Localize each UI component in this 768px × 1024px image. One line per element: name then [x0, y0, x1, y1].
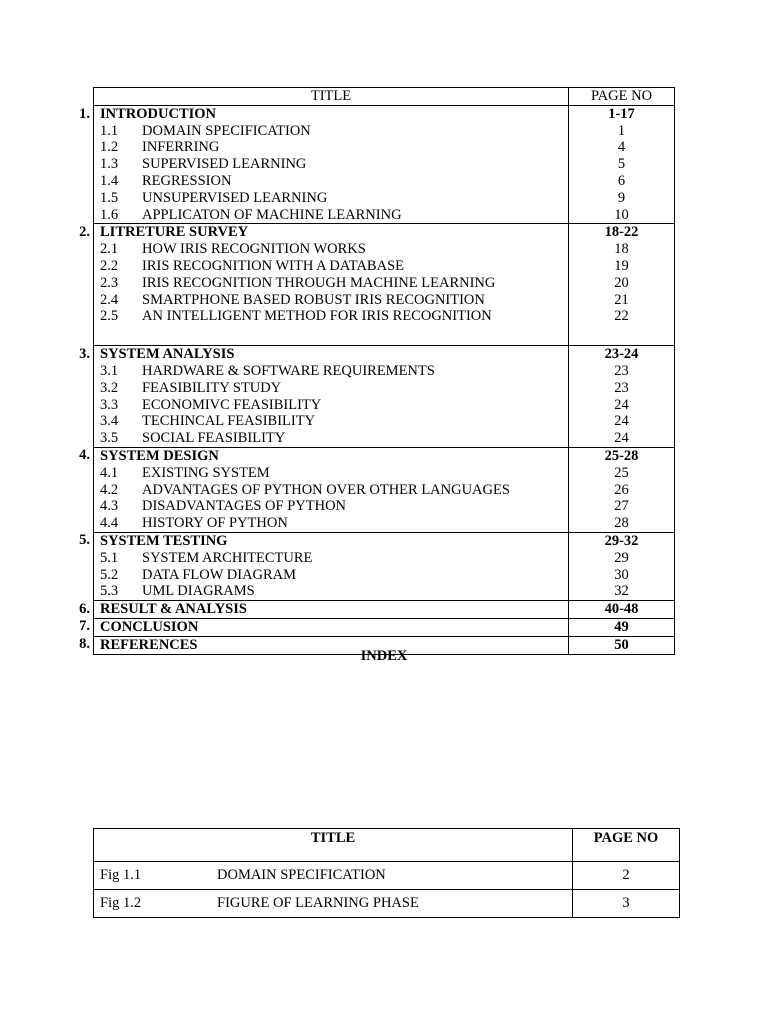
toc-section-number: 3. — [79, 345, 90, 362]
toc-section-title: SYSTEM ANALYSIS — [94, 346, 569, 363]
toc-item-row — [93, 139, 675, 156]
toc-item-title: SMARTPHONE BASED ROBUST IRIS RECOGNITION — [142, 291, 485, 308]
toc-item-title: HOW IRIS RECOGNITION WORKS — [142, 241, 366, 258]
toc-item-page: 20 — [569, 275, 675, 292]
toc-item-gutter — [93, 123, 94, 140]
toc-section-number: 1. — [79, 105, 90, 122]
toc-section-number-cell — [79, 600, 94, 619]
toc-item-title: UNSUPERVISED LEARNING — [142, 189, 328, 206]
figure-number: Fig 1.2 — [100, 895, 142, 911]
toc-item-page: 23 — [569, 380, 675, 397]
toc-section-row — [93, 105, 675, 122]
figures-header-title: TITLE — [94, 829, 573, 862]
toc-section-row — [93, 346, 675, 363]
toc-section-title: SYSTEM TESTING — [94, 532, 569, 549]
toc-item-number: 1.2 — [100, 139, 119, 156]
toc-item-number: 5.2 — [100, 566, 119, 583]
toc-item-gutter — [93, 308, 94, 325]
toc-item-title: ADVANTAGES OF PYTHON OVER OTHER LANGUAGES — [142, 481, 510, 498]
toc-item-page: 28 — [569, 515, 675, 532]
toc-spacer-row — [93, 325, 675, 346]
toc-item-page: 26 — [569, 482, 675, 499]
figure-number: Fig 1.1 — [100, 867, 142, 883]
toc-item-title: UML DIAGRAMS — [142, 583, 255, 600]
figure-row — [94, 890, 680, 918]
toc-item-gutter — [93, 583, 94, 600]
toc-item-number: 2.3 — [100, 274, 119, 291]
toc-item-gutter — [93, 292, 94, 309]
toc-item-number: 4.2 — [100, 481, 119, 498]
toc-header-page: PAGE NO — [569, 88, 675, 106]
toc-item-page: 6 — [569, 173, 675, 190]
toc-item-title: DISADVANTAGES OF PYTHON — [142, 498, 347, 515]
toc-item-page: 21 — [569, 292, 675, 309]
toc-section-title: SYSTEM DESIGN — [94, 447, 569, 464]
toc-item-row — [93, 583, 675, 600]
figures-header-page: PAGE NO — [573, 829, 680, 862]
toc-item-title: TECHINCAL FEASIBILITY — [142, 413, 316, 430]
toc-item-title: IRIS RECOGNITION THROUGH MACHINE LEARNING — [142, 274, 496, 291]
toc-item-page: 4 — [569, 139, 675, 156]
toc-item-page: 1 — [569, 123, 675, 140]
toc-item-number: 1.1 — [100, 122, 119, 139]
toc-section-pages: 1-17 — [569, 105, 675, 122]
toc-item-cell — [94, 207, 569, 224]
toc-item-number: 2.1 — [100, 241, 119, 258]
toc-item-page: 27 — [569, 498, 675, 515]
toc-item-page: 30 — [569, 567, 675, 584]
toc-item-gutter — [93, 241, 94, 258]
table-of-contents — [79, 87, 675, 655]
toc-item-cell — [94, 241, 569, 258]
toc-item-page: 32 — [569, 583, 675, 600]
toc-item-number: 3.4 — [100, 413, 119, 430]
toc-item-page: 23 — [569, 363, 675, 380]
toc-item-title: EXISTING SYSTEM — [142, 464, 270, 481]
toc-section-title: CONCLUSION — [94, 618, 569, 636]
toc-item-cell — [94, 123, 569, 140]
toc-item-number: 2.2 — [100, 257, 119, 274]
toc-item-row — [93, 413, 675, 430]
toc-item-row — [93, 380, 675, 397]
toc-item-cell — [94, 567, 569, 584]
toc-section-number: 7. — [79, 618, 90, 635]
toc-item-row — [93, 241, 675, 258]
toc-item-number: 1.6 — [100, 206, 119, 223]
toc-spacer-gutter — [93, 325, 94, 346]
toc-item-number: 3.5 — [100, 430, 119, 447]
toc-item-number: 4.1 — [100, 464, 119, 481]
toc-item-gutter — [93, 173, 94, 190]
toc-header-title: TITLE — [94, 88, 569, 106]
toc-header-row — [93, 88, 675, 106]
toc-item-number: 2.5 — [100, 308, 119, 325]
toc-item-page: 9 — [569, 190, 675, 207]
toc-item-cell — [94, 139, 569, 156]
toc-item-row — [93, 498, 675, 515]
toc-item-gutter — [93, 139, 94, 156]
toc-item-cell — [94, 482, 569, 499]
toc-item-title: SYSTEM ARCHITECTURE — [142, 549, 313, 566]
toc-item-row — [93, 397, 675, 414]
toc-item-title: AN INTELLIGENT METHOD FOR IRIS RECOGNITION — [142, 308, 492, 325]
toc-section-title: REFERENCES — [94, 636, 569, 654]
toc-section-pages: 23-24 — [569, 346, 675, 363]
toc-item-title: SOCIAL FEASIBILITY — [142, 430, 286, 447]
toc-item-number: 3.1 — [100, 362, 119, 379]
toc-item-cell — [94, 380, 569, 397]
toc-item-gutter — [93, 413, 94, 430]
toc-item-title: HARDWARE & SOFTWARE REQUIREMENTS — [142, 362, 435, 379]
toc-item-title: INFERRING — [142, 139, 220, 156]
figure-row — [94, 862, 680, 890]
toc-item-gutter — [93, 190, 94, 207]
toc-item-gutter — [93, 207, 94, 224]
toc-spacer-title — [94, 325, 569, 346]
toc-item-gutter — [93, 363, 94, 380]
toc-section-number: 4. — [79, 447, 90, 464]
toc-item-gutter — [93, 156, 94, 173]
toc-item-page: 19 — [569, 258, 675, 275]
toc-item-cell — [94, 413, 569, 430]
toc-item-number: 5.1 — [100, 549, 119, 566]
toc-section-number-cell — [79, 345, 94, 363]
toc-item-page: 25 — [569, 465, 675, 482]
toc-section-row — [93, 447, 675, 464]
toc-item-row — [93, 207, 675, 224]
toc-section-pages: 29-32 — [569, 532, 675, 549]
toc-item-row — [93, 363, 675, 380]
toc-item-row — [93, 190, 675, 207]
toc-body — [79, 88, 675, 655]
toc-section-number: 8. — [79, 636, 90, 653]
toc-item-row — [93, 482, 675, 499]
toc-section-number-cell — [79, 532, 94, 549]
figure-page: 2 — [573, 862, 680, 890]
toc-item-page: 22 — [569, 308, 675, 325]
toc-item-cell — [94, 156, 569, 173]
toc-item-row — [93, 173, 675, 190]
toc-item-gutter — [93, 515, 94, 532]
toc-section-pages: 25-28 — [569, 447, 675, 464]
toc-item-title: ECONOMIVC FEASIBILITY — [142, 396, 322, 413]
toc-item-row — [93, 275, 675, 292]
toc-item-row — [93, 465, 675, 482]
toc-item-row — [93, 430, 675, 447]
toc-item-row — [93, 258, 675, 275]
toc-item-cell — [94, 550, 569, 567]
toc-item-number: 3.2 — [100, 379, 119, 396]
toc-section-row — [93, 601, 675, 619]
toc-item-cell — [94, 465, 569, 482]
toc-item-row — [93, 567, 675, 584]
toc-item-cell — [94, 498, 569, 515]
toc-section-number-cell — [79, 447, 94, 464]
list-of-figures — [93, 828, 680, 918]
toc-item-page: 24 — [569, 430, 675, 447]
toc-item-number: 5.3 — [100, 583, 119, 600]
toc-item-number: 2.4 — [100, 291, 119, 308]
toc-item-page: 24 — [569, 397, 675, 414]
index-label: INDEX — [360, 648, 408, 664]
toc-item-cell — [94, 173, 569, 190]
toc-item-title: IRIS RECOGNITION WITH A DATABASE — [142, 257, 404, 274]
toc-spacer-page — [569, 325, 675, 346]
toc-section-pages: 49 — [569, 618, 675, 636]
toc-item-title: DOMAIN SPECIFICATION — [142, 122, 311, 139]
toc-section-number: 6. — [79, 600, 90, 617]
toc-item-title: FEASIBILITY STUDY — [142, 379, 282, 396]
toc-item-number: 3.3 — [100, 396, 119, 413]
toc-item-gutter — [93, 498, 94, 515]
toc-item-gutter — [93, 258, 94, 275]
toc-item-row — [93, 123, 675, 140]
toc-item-page: 18 — [569, 241, 675, 258]
toc-item-gutter — [93, 275, 94, 292]
toc-item-number: 1.4 — [100, 172, 119, 189]
toc-item-cell — [94, 363, 569, 380]
toc-item-number: 4.3 — [100, 498, 119, 515]
toc-item-cell — [94, 583, 569, 600]
toc-item-page: 5 — [569, 156, 675, 173]
toc-section-row — [93, 532, 675, 549]
toc-item-gutter — [93, 550, 94, 567]
toc-section-row — [93, 618, 675, 636]
toc-section-number: 2. — [79, 223, 90, 240]
toc-item-cell — [94, 292, 569, 309]
toc-item-cell — [94, 190, 569, 207]
toc-item-gutter — [93, 465, 94, 482]
toc-section-number-cell — [79, 618, 94, 636]
toc-header-num — [93, 88, 94, 106]
figure-title: DOMAIN SPECIFICATION — [217, 867, 386, 883]
toc-item-row — [93, 308, 675, 325]
toc-section-title: RESULT & ANALYSIS — [94, 601, 569, 619]
figure-title: FIGURE OF LEARNING PHASE — [217, 895, 419, 911]
figures-header-row — [94, 829, 680, 862]
toc-item-page: 10 — [569, 207, 675, 224]
toc-item-title: HISTORY OF PYTHON — [142, 515, 288, 532]
figures-body — [94, 862, 680, 918]
toc-item-cell — [94, 258, 569, 275]
toc-item-cell — [94, 430, 569, 447]
toc-item-title: DATA FLOW DIAGRAM — [142, 566, 297, 583]
toc-section-number-cell — [79, 223, 94, 241]
figure-cell — [94, 890, 573, 918]
toc-item-cell — [94, 308, 569, 325]
toc-item-page: 24 — [569, 413, 675, 430]
toc-item-title: APPLICATON OF MACHINE LEARNING — [142, 206, 402, 223]
toc-item-title: REGRESSION — [142, 172, 232, 189]
toc-item-number: 4.4 — [100, 515, 119, 532]
toc-section-pages: 50 — [569, 636, 675, 654]
toc-section-number-cell — [79, 105, 94, 122]
toc-item-number: 1.3 — [100, 156, 119, 173]
toc-section-pages: 18-22 — [569, 224, 675, 241]
toc-item-page: 29 — [569, 550, 675, 567]
toc-item-cell — [94, 515, 569, 532]
toc-section-row — [93, 224, 675, 241]
toc-item-row — [93, 292, 675, 309]
toc-section-number: 5. — [79, 532, 90, 549]
toc-section-pages: 40-48 — [569, 601, 675, 619]
toc-item-title: SUPERVISED LEARNING — [142, 156, 307, 173]
figure-cell — [94, 862, 573, 890]
toc-item-gutter — [93, 397, 94, 414]
toc-item-row — [93, 515, 675, 532]
toc-item-gutter — [93, 380, 94, 397]
toc-section-title: INTRODUCTION — [94, 105, 569, 122]
toc-item-number: 1.5 — [100, 189, 119, 206]
toc-item-row — [93, 550, 675, 567]
toc-item-gutter — [93, 567, 94, 584]
toc-item-cell — [94, 397, 569, 414]
toc-item-gutter — [93, 430, 94, 447]
toc-item-row — [93, 156, 675, 173]
figure-page: 3 — [573, 890, 680, 918]
toc-item-gutter — [93, 482, 94, 499]
toc-item-cell — [94, 275, 569, 292]
toc-section-title: LITRETURE SURVEY — [94, 224, 569, 241]
